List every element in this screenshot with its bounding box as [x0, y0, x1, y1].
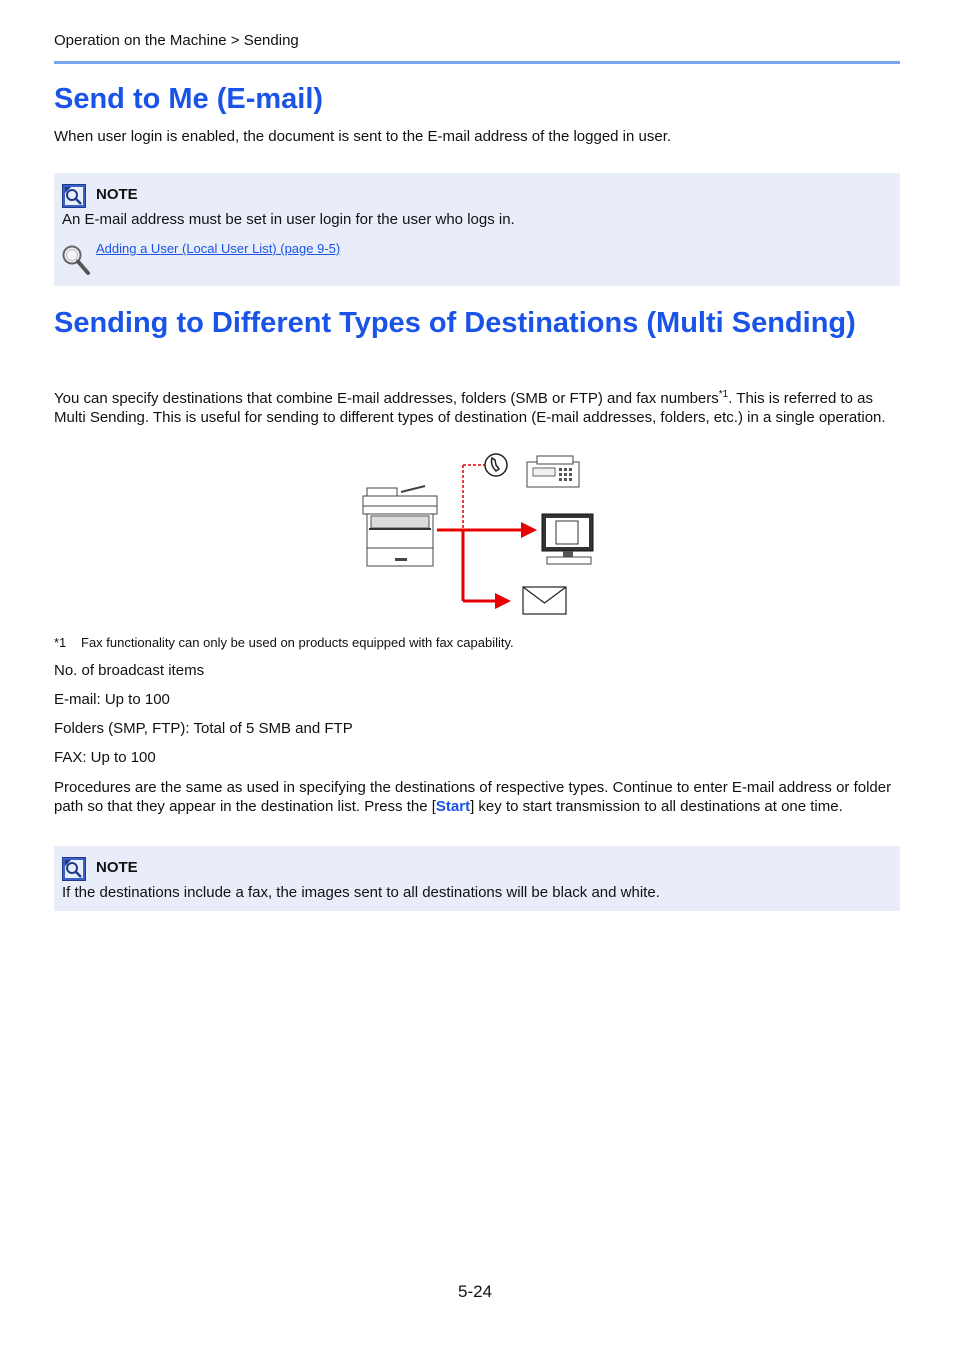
note-text: An E-mail address must be set in user login for the user who logs in.: [62, 211, 515, 228]
note-icon: [62, 184, 86, 208]
magnifier-icon: [60, 243, 92, 277]
section-title-send-to-me: Send to Me (E-mail): [54, 83, 324, 115]
note-box-1: [54, 173, 900, 286]
procedure-part2: ] key to start transmission to all destinations at one time.: [470, 798, 843, 815]
note-title: NOTE: [96, 186, 138, 203]
fax-limit: FAX: Up to 100: [54, 749, 156, 766]
footnote-text: Fax functionality can only be used on products equipped with fax capability.: [81, 635, 514, 650]
section-title-multi-sending: Sending to Different Types of Destinations (Multi Sending): [54, 307, 856, 339]
note-icon: [62, 857, 86, 881]
note-title: NOTE: [96, 859, 138, 876]
procedure-part1: Procedures are the same as used in specifying the destinations of respective types. Continue to enter E-mail address or folder path so that they appear in the destination list. Press the [: [54, 779, 892, 815]
connection-lines: [437, 465, 537, 609]
computer-icon: [542, 514, 593, 564]
phone-icon: [485, 454, 507, 476]
multi-sending-intro: [54, 385, 900, 427]
footnote-mark: *1: [54, 635, 67, 650]
broadcast-heading: No. of broadcast items: [54, 662, 205, 679]
folder-limit: Folders (SMP, FTP): Total of 5 SMB and FTP: [54, 720, 353, 737]
envelope-icon: [523, 587, 566, 614]
start-key-label: Start: [435, 798, 471, 815]
breadcrumb: Operation on the Machine > Sending: [54, 32, 299, 49]
header-rule: [54, 61, 900, 64]
note-box-2: [54, 846, 900, 911]
multi-sending-diagram: [355, 448, 600, 620]
printer-icon: [363, 486, 437, 566]
intro-part1: You can specify destinations that combine E-mail addresses, folders (SMB or FTP) and fax numbers: [54, 390, 719, 407]
note-text: If the destinations include a fax, the images sent to all destinations will be black and white.: [62, 884, 660, 901]
link-adding-user[interactable]: Adding a User (Local User List) (page 9-5): [96, 241, 341, 256]
procedure-text: [54, 778, 900, 816]
footnote-ref: *1: [718, 389, 729, 400]
send-to-me-intro: When user login is enabled, the document is sent to the E-mail address of the logged in user.: [54, 128, 672, 145]
page-number: 5-24: [458, 1282, 493, 1301]
fax-icon: [527, 456, 579, 487]
email-limit: E-mail: Up to 100: [54, 691, 170, 708]
intro-part2: . This is referred to as Multi Sending. This is useful for sending to different types of destination (E-mail addresses, folders, etc.) in a single operation.: [54, 390, 886, 426]
footnote: [54, 635, 514, 650]
